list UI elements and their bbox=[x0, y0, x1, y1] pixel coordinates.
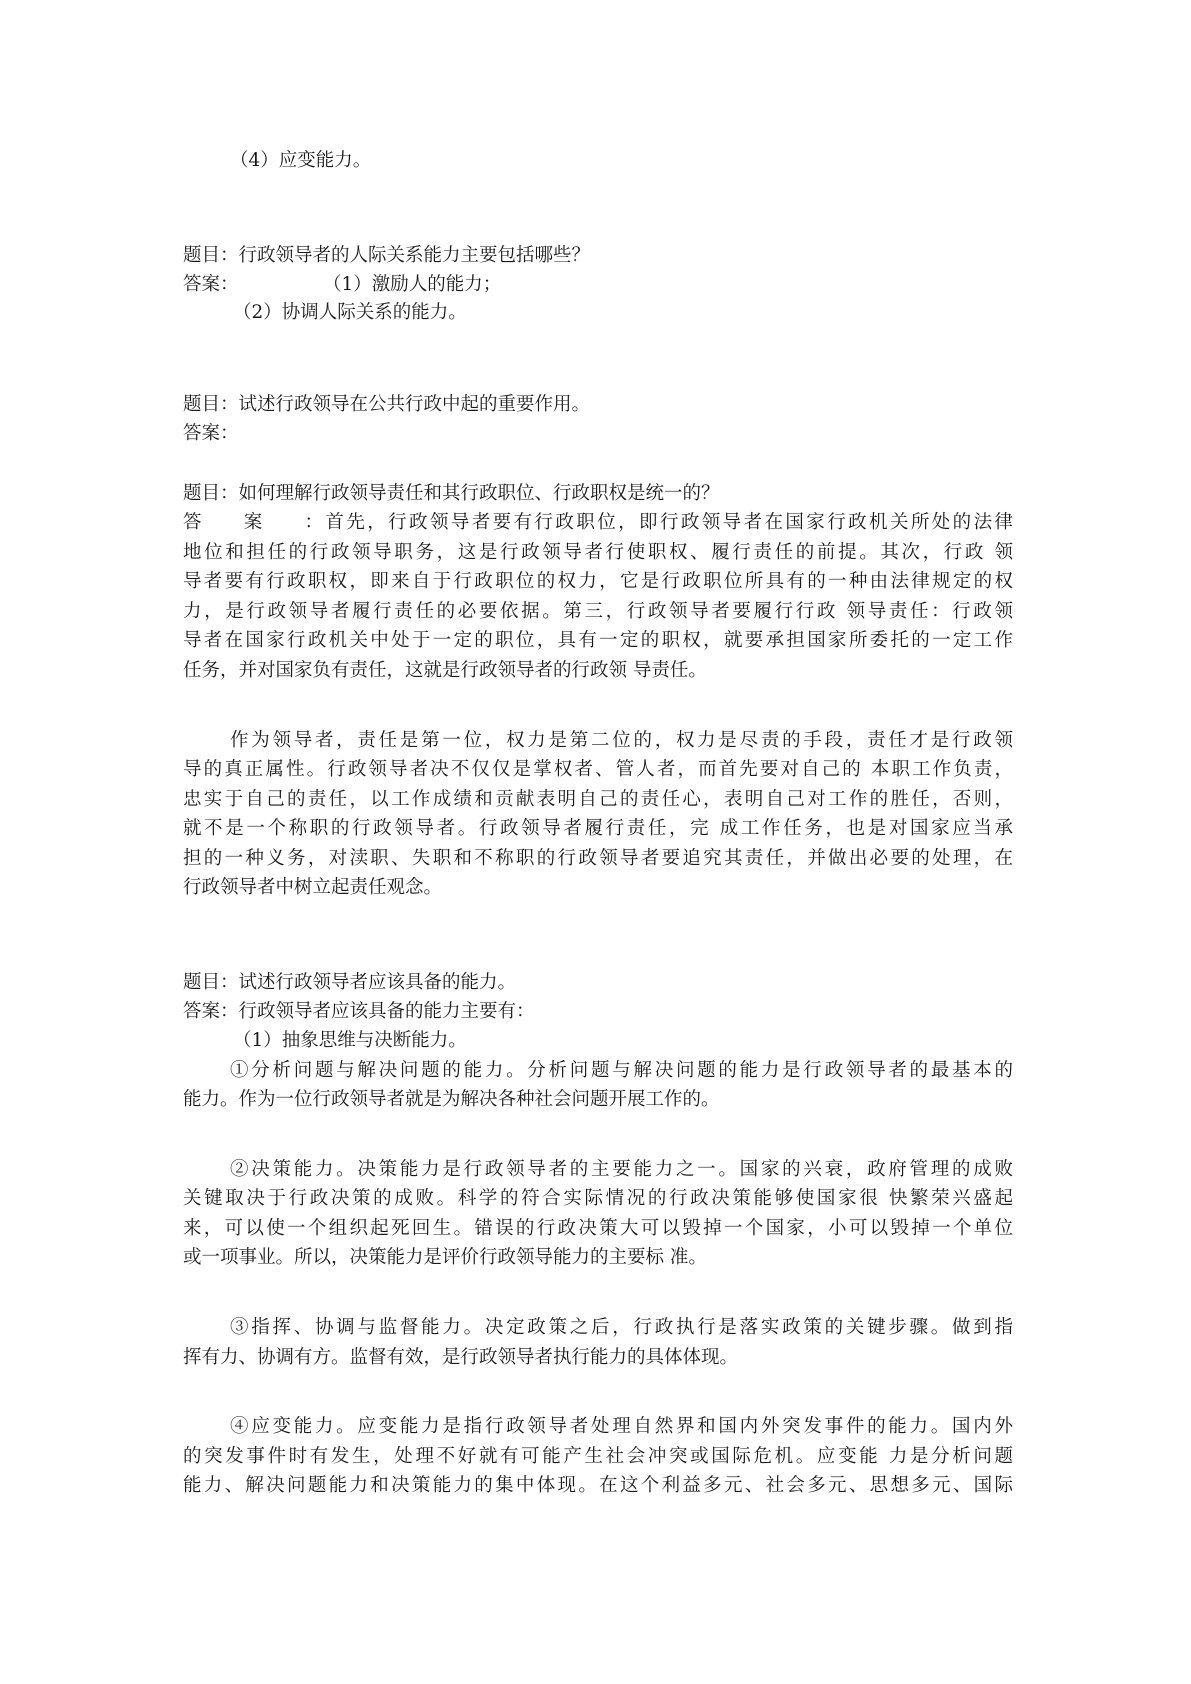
paragraph-line: 作为领导者，责任是第一位，权力是第二位的，权力是尽责的手段，责任才是行政领 bbox=[230, 730, 1013, 751]
paragraph-line: 力，是行政领导者履行责任的必要依据。第三，行政领导者要履行行政 领导责任：行政领 bbox=[183, 601, 1013, 622]
sub-heading: （1）抽象思维与决断能力。 bbox=[233, 1030, 467, 1051]
paragraph-line: 导的真正属性。行政领导者决不仅仅是掌权者、管人者，而首先要对自己的 本职工作负责， bbox=[183, 759, 1013, 780]
paragraph-line: 行政领导者中树立起责任观念。 bbox=[183, 877, 443, 898]
paragraph-line: 任务，并对国家负有责任，这就是行政领导者的行政领 导责任。 bbox=[183, 660, 707, 681]
answer-line: 答案：行政领导者应该具备的能力主要有： bbox=[183, 1001, 535, 1022]
list-item-adaptability: （4）应变能力。 bbox=[230, 150, 372, 171]
paragraph-line: 的突发事件时有发生，处理不好就有可能产生社会冲突或国际危机。应变能 力是分析问题 bbox=[183, 1446, 1013, 1467]
answer-item: （2）协调人际关系的能力。 bbox=[233, 302, 467, 323]
question-title-abilities: 题目：试述行政领导者应该具备的能力。 bbox=[183, 972, 517, 993]
paragraph-line: 就不是一个称职的行政领导者。行政领导者履行责任，完 成工作任务，也是对国家应当承 bbox=[183, 818, 1013, 839]
answer-line bbox=[183, 510, 1013, 536]
question-title-role: 题目：试述行政领导在公共行政中起的重要作用。 bbox=[183, 394, 591, 415]
paragraph-line: 能力、解决问题能力和决策能力的集中体现。在这个利益多元、社会多元、思想多元、国际 bbox=[183, 1475, 1013, 1496]
paragraph-line: 忠实于自己的责任，以工作成绩和贡献表明自己的责任心，表明自己对工作的胜任，否则， bbox=[183, 789, 1013, 810]
paragraph-line: 首先，行政领导者要有行政职位，即行政领导者在国家行政机关所处的法律 bbox=[323, 512, 1013, 533]
paragraph-line: 地位和担任的行政领导职务，这是行政领导者行使职权、履行责任的前提。其次，行政 领 bbox=[183, 542, 1013, 563]
answer-label: 答案： bbox=[183, 423, 239, 444]
paragraph-line: 能力。作为一位行政领导者就是为解决各种社会问题开展工作的。 bbox=[183, 1089, 720, 1110]
question-title-interpersonal: 题目：行政领导者的人际关系能力主要包括哪些？ bbox=[183, 245, 591, 266]
paragraph-line: ③指挥、协调与监督能力。决定政策之后，行政执行是落实政策的关键步骤。做到指 bbox=[230, 1317, 1013, 1338]
paragraph-line: 导者在国家行政机关中处于一定的职位，具有一定的职权，就要承担国家所委托的一定工作 bbox=[183, 630, 1013, 651]
question-title-responsibility: 题目：如何理解行政领导责任和其行政职位、行政职权是统一的？ bbox=[183, 483, 720, 504]
paragraph-line: 来，可以使一个组织起死回生。错误的行政决策大可以毁掉一个国家，小可以毁掉一个单位 bbox=[183, 1218, 1013, 1239]
answer-item: （1）激励人的能力； bbox=[323, 274, 502, 295]
paragraph-line: 担的一种义务，对渎职、失职和不称职的行政领导者要追究其责任，并做出必要的处理，在 bbox=[183, 848, 1013, 869]
paragraph-line: 挥有力、协调有方。监督有效，是行政领导者执行能力的具体体现。 bbox=[183, 1347, 739, 1368]
paragraph-line: 关键取决于行政决策的成败。科学的符合实际情况的行政决策能够使国家很 快繁荣兴盛起 bbox=[183, 1188, 1013, 1209]
paragraph-line: 或一项事业。所以，决策能力是评价行政领导能力的主要标 准。 bbox=[183, 1247, 707, 1268]
paragraph-line: ①分析问题与解决问题的能力。分析问题与解决问题的能力是行政领导者的最基本的 bbox=[230, 1060, 1013, 1081]
paragraph-line: ④应变能力。应变能力是指行政领导者处理自然界和国内外突发事件的能力。国内外 bbox=[230, 1416, 1013, 1437]
answer-line-interpersonal bbox=[183, 272, 1013, 298]
paragraph-line: ②决策能力。决策能力是行政领导者的主要能力之一。国家的兴衰，政府管理的成败 bbox=[230, 1159, 1013, 1180]
paragraph-line: 导者要有行政职权，即来自于行政职位的权力，它是行政职位所具有的一种由法律规定的权 bbox=[183, 571, 1013, 592]
answer-label: 答案： bbox=[183, 274, 239, 295]
answer-label: 答案： bbox=[183, 512, 323, 533]
